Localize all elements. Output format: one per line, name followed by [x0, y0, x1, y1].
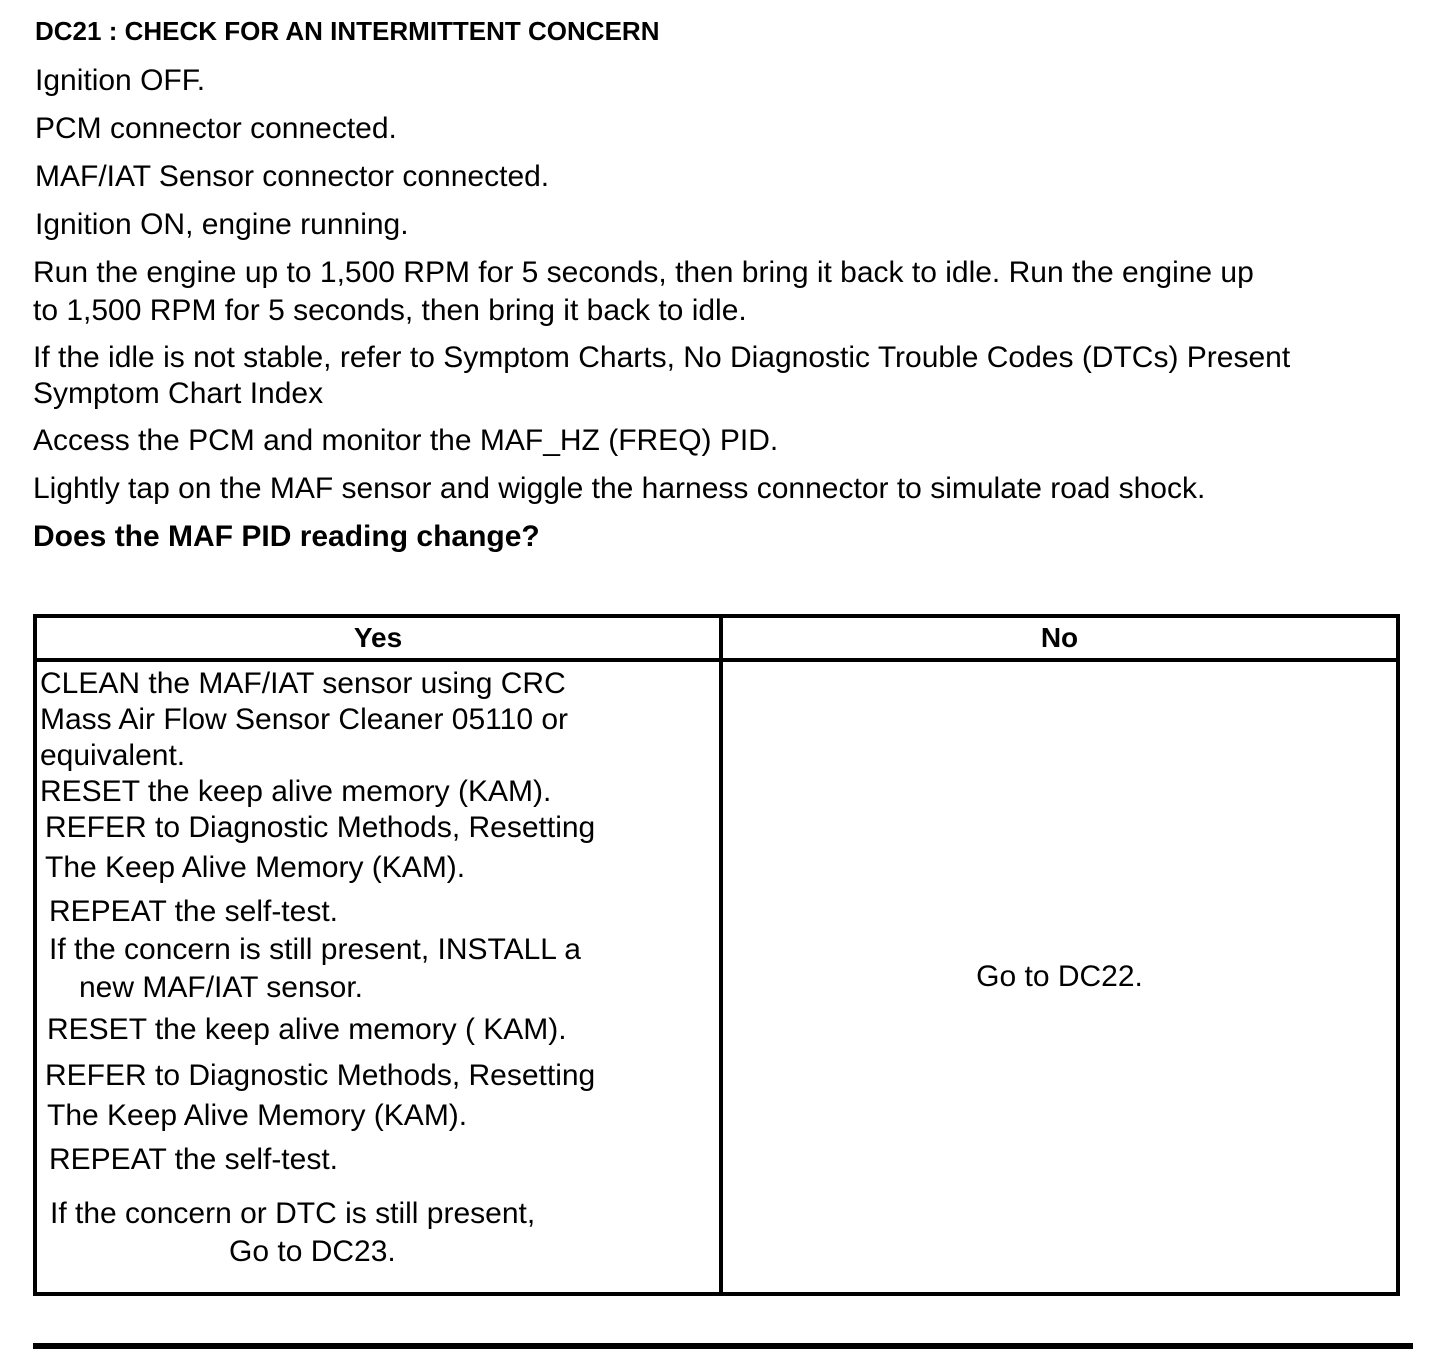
step-ignition-on: Ignition ON, engine running. [35, 208, 409, 241]
bottom-rule [33, 1343, 1413, 1349]
question: Does the MAF PID reading change? [33, 520, 540, 553]
no-header: No [721, 616, 1398, 660]
yes-header: Yes [35, 616, 721, 660]
step-idle-not-stable-line2: Symptom Chart Index [33, 377, 324, 410]
yes-line: REPEAT the self-test. [49, 895, 338, 928]
no-cell [721, 660, 1398, 1294]
page-title: DC21 : CHECK FOR AN INTERMITTENT CONCERN [35, 16, 660, 46]
step-run-engine-line1: Run the engine up to 1,500 RPM for 5 seconds, then bring it back to idle. Run the engine up [33, 256, 1254, 289]
step-idle-not-stable-line1: If the idle is not stable, refer to Symptom Charts, No Diagnostic Trouble Codes (DTCs) Present [33, 341, 1291, 374]
step-tap-sensor: Lightly tap on the MAF sensor and wiggle the harness connector to simulate road shock. [33, 472, 1206, 505]
step-maf-iat-connector: MAF/IAT Sensor connector connected. [35, 160, 550, 193]
yes-line: RESET the keep alive memory (KAM). [40, 775, 552, 808]
yes-line: new MAF/IAT sensor. [79, 971, 363, 1004]
yes-line: equivalent. [40, 739, 186, 772]
yes-cell [35, 660, 721, 1294]
yes-line: The Keep Alive Memory (KAM). [47, 1099, 468, 1132]
yes-line: If the concern is still present, INSTALL a [49, 933, 581, 966]
yes-line: CLEAN the MAF/IAT sensor using CRC [40, 667, 566, 700]
step-run-engine-line2: to 1,500 RPM for 5 seconds, then bring it back to idle. [33, 294, 747, 327]
yes-line: If the concern or DTC is still present, [50, 1197, 536, 1230]
no-action: Go to DC22. [976, 960, 1143, 993]
yes-line: REFER to Diagnostic Methods, Resetting [45, 811, 596, 844]
yes-line: RESET the keep alive memory ( KAM). [47, 1013, 567, 1046]
step-ignition-off: Ignition OFF. [35, 64, 206, 97]
step-pcm-connector: PCM connector connected. [35, 112, 397, 145]
yes-line: REFER to Diagnostic Methods, Resetting [45, 1059, 596, 1092]
yes-line: The Keep Alive Memory (KAM). [45, 851, 466, 884]
yes-line: REPEAT the self-test. [49, 1143, 338, 1176]
yes-line: Mass Air Flow Sensor Cleaner 05110 or [40, 703, 569, 736]
yes-line: Go to DC23. [229, 1235, 396, 1268]
step-monitor-pid: Access the PCM and monitor the MAF_HZ (FREQ) PID. [33, 424, 779, 457]
result-table [33, 614, 1400, 1296]
